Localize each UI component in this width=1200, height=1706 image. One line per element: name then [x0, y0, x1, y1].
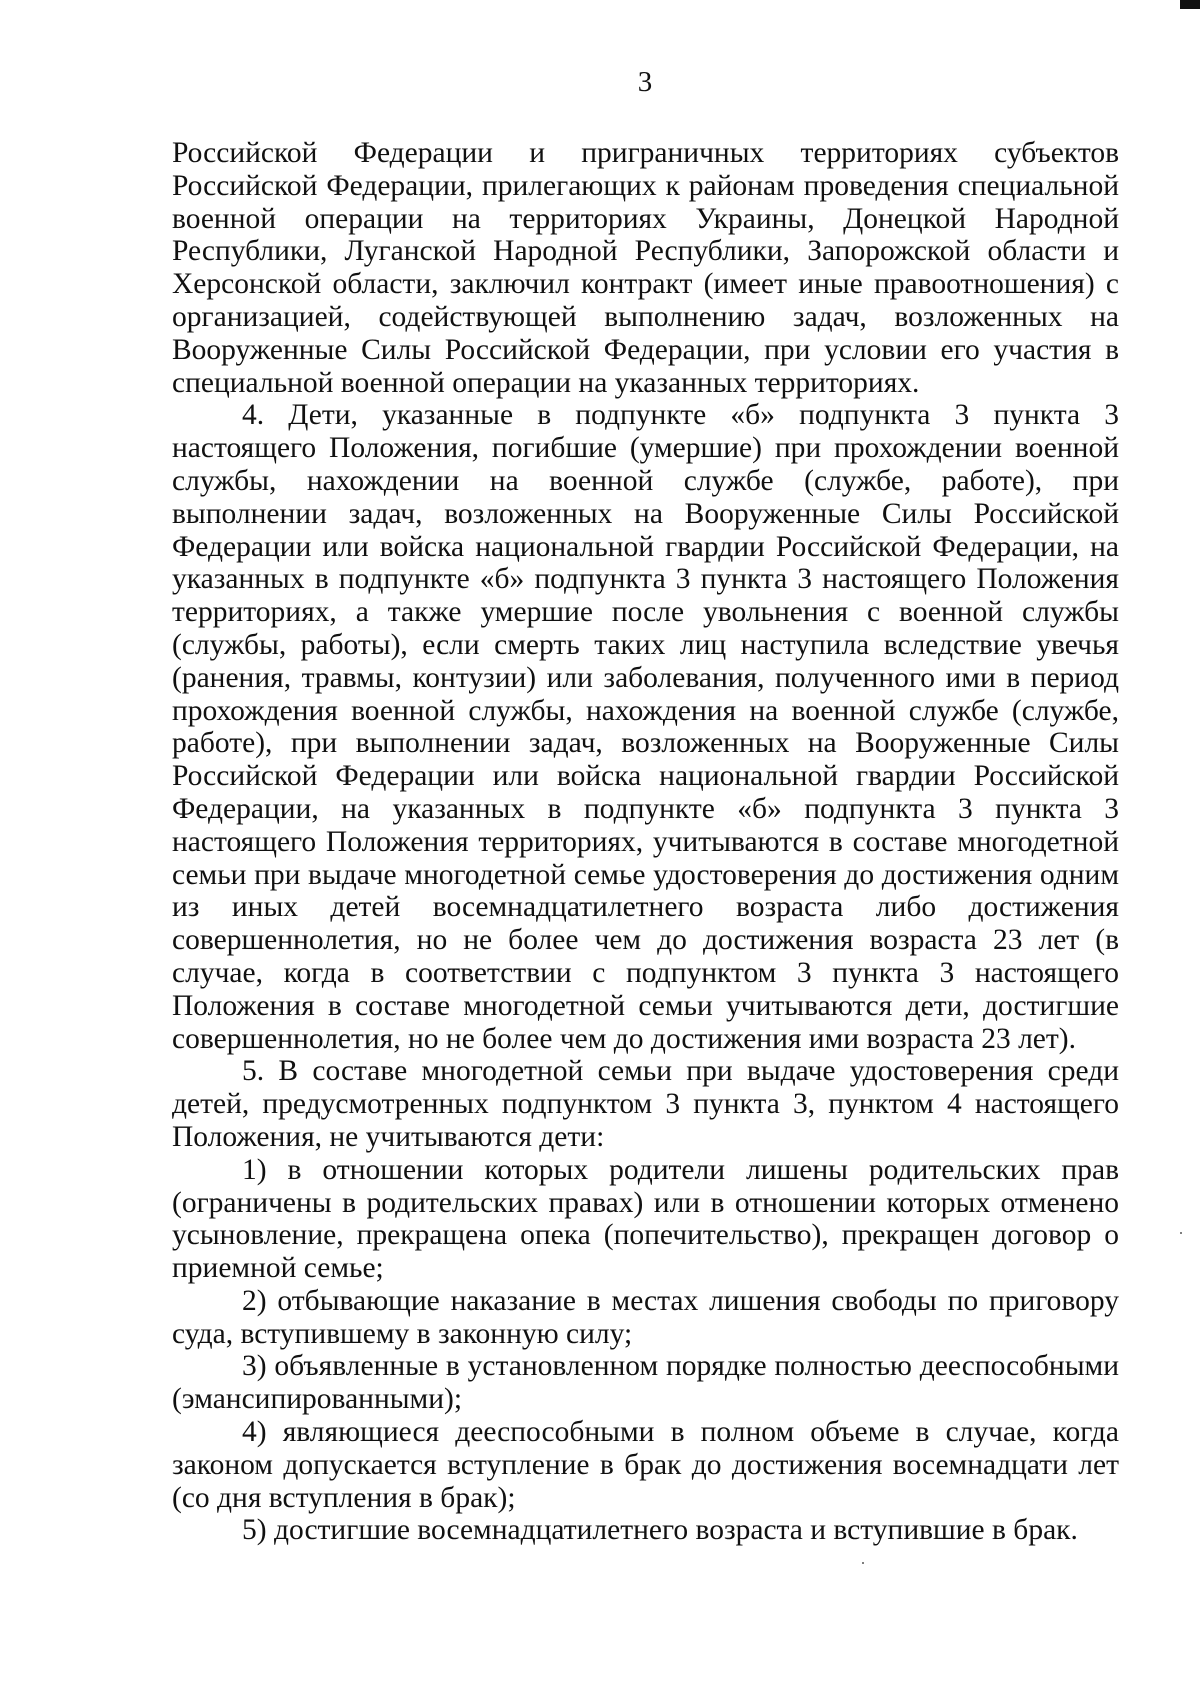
subitem-5: 5) достигшие восемнадцатилетнего возраста и вступившие в брак.	[242, 1514, 1078, 1547]
subitem-2: 2) отбывающие наказание в местах лишения свободы по приговору суда, вступившему в законную силу;	[172, 1284, 1119, 1350]
scan-speck	[862, 1562, 864, 1564]
subitem-4: 4) являющиеся дееспособными в полном объеме в случае, когда законом допускается вступление в брак до достижения восемнадцати лет (со дня вступления в брак);	[172, 1416, 1119, 1514]
paragraph-item-5: 5. В составе многодетной семьи при выдаче удостоверения среди детей, предусмотренных подпунктом 3 пункта 3, пунктом 4 настоящего Положения, не учитываются дети:	[172, 1055, 1119, 1153]
subitem-3: 3) объявленные в установленном порядке полностью дееспособными (эмансипированными);	[172, 1350, 1119, 1416]
page-number: 3	[637, 66, 653, 98]
document-body	[172, 137, 1119, 1547]
paragraph-item-4: 4. Дети, указанные в подпункте «б» подпункта 3 пункта 3 настоящего Положения, погибшие (умершие) при прохождении военной службы, нахождении на военной службе (службе, работе), при выполнении задач, возложенных на Вооруженные Силы Российской Федерации или войска национальной гвардии Российской Федерации, на указанных в подпункте «б» подпункта 3 пункта 3 настоящего Положения территориях, а также умершие после увольнения с военной службы (службы, работы), если смерть таких лиц наступила вследствие увечья (ранения, травмы, контузии) или заболевания, полученного ими в период прохождения военной службы, нахождения на военной службе (службе, работе), при выполнении задач, возложенных на Вооруженные Силы Российской Федерации или войска национальной гвардии Российской Федерации, на указанных в подпункте «б» подпункта 3 пункта 3 настоящего Положения территориях, учитываются в составе многодетной семьи при выдаче многодетной семье удостоверения до достижения одним из иных детей восемнадцатилетнего возраста либо достижения совершеннолетия, но не более чем до достижения возраста 23 лет (в случае, когда в соответствии с подпунктом 3 пункта 3 настоящего Положения в составе многодетной семьи учитываются дети, достигшие совершеннолетия, но не более чем до достижения ими возраста 23 лет).	[172, 399, 1119, 1055]
subitem-1: 1) в отношении которых родители лишены родительских прав (ограничены в родительских правах) или в отношении которых отменено усыновление, прекращена опека (попечительство), прекращен договор о приемной семье;	[172, 1153, 1119, 1285]
scan-speck	[1180, 1232, 1182, 1234]
scan-edge-mark	[1180, 0, 1200, 9]
paragraph-continuation: Российской Федерации и приграничных территориях субъектов Российской Федерации, прилегающих к районам проведения специальной военной операции на территориях Украины, Донецкой Народной Республики, Луганской Народной Республики, Запорожской области и Херсонской области, заключил контракт (имеет иные правоотношения) с организацией, содействующей выполнению задач, возложенных на Вооруженные Силы Российской Федерации, при условии его участия в специальной военной операции на указанных территориях.	[172, 137, 1119, 399]
